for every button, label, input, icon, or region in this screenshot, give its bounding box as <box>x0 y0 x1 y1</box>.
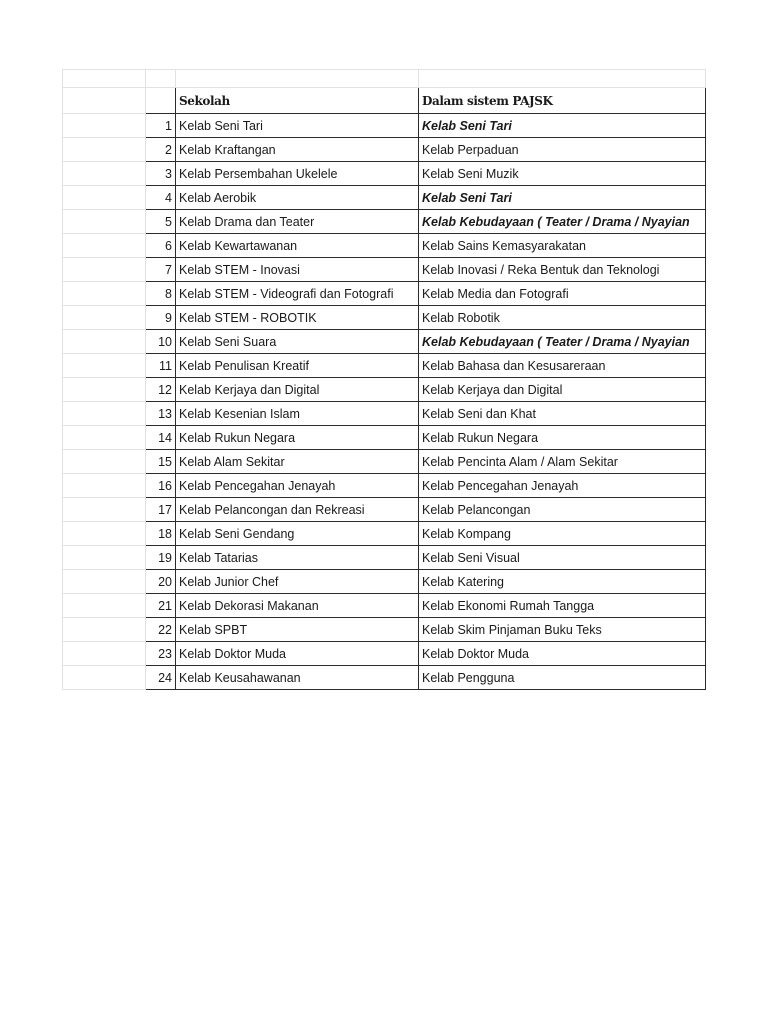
empty-cell[interactable] <box>63 618 146 642</box>
table-row <box>63 330 706 354</box>
empty-cell[interactable] <box>63 570 146 594</box>
club-table <box>62 69 706 690</box>
row-number-cell[interactable]: 23 <box>146 642 176 666</box>
row-number-cell[interactable]: 12 <box>146 378 176 402</box>
row-number-cell[interactable]: 15 <box>146 450 176 474</box>
empty-cell[interactable] <box>63 426 146 450</box>
pajsk-cell[interactable]: Kelab Perpaduan <box>419 138 706 162</box>
row-number-cell[interactable]: 22 <box>146 618 176 642</box>
empty-cell[interactable] <box>63 522 146 546</box>
row-number-cell[interactable]: 3 <box>146 162 176 186</box>
pajsk-cell[interactable]: Kelab Inovasi / Reka Bentuk dan Teknologi <box>419 258 706 282</box>
table-row <box>63 474 706 498</box>
pajsk-cell[interactable]: Kelab Seni Visual <box>419 546 706 570</box>
pajsk-cell[interactable]: Kelab Robotik <box>419 306 706 330</box>
table-row <box>63 210 706 234</box>
pajsk-cell[interactable]: Kelab Kompang <box>419 522 706 546</box>
table-row <box>63 546 706 570</box>
sekolah-cell[interactable]: Kelab Kraftangan <box>176 138 419 162</box>
row-number-cell[interactable]: 10 <box>146 330 176 354</box>
empty-cell[interactable] <box>63 594 146 618</box>
row-number-cell[interactable]: 1 <box>146 114 176 138</box>
table-row <box>63 162 706 186</box>
row-number-cell[interactable]: 13 <box>146 402 176 426</box>
empty-cell[interactable] <box>63 138 146 162</box>
table-row <box>63 114 706 138</box>
row-number-cell[interactable]: 9 <box>146 306 176 330</box>
pajsk-cell[interactable]: Kelab Pencegahan Jenayah <box>419 474 706 498</box>
row-number-cell[interactable]: 16 <box>146 474 176 498</box>
table-row <box>63 138 706 162</box>
empty-cell[interactable] <box>63 88 146 114</box>
row-number-cell[interactable]: 11 <box>146 354 176 378</box>
row-number-cell[interactable]: 7 <box>146 258 176 282</box>
header-pajsk[interactable]: Dalam sistem PAJSK <box>419 88 706 114</box>
sekolah-cell[interactable]: Kelab Keusahawanan <box>176 666 419 690</box>
sekolah-cell[interactable]: Kelab Kerjaya dan Digital <box>176 378 419 402</box>
empty-cell[interactable] <box>63 378 146 402</box>
row-number-cell[interactable]: 17 <box>146 498 176 522</box>
empty-cell[interactable] <box>63 306 146 330</box>
row-number-cell[interactable]: 14 <box>146 426 176 450</box>
sekolah-cell[interactable]: Kelab SPBT <box>176 618 419 642</box>
empty-cell[interactable] <box>63 474 146 498</box>
table-row <box>63 354 706 378</box>
pajsk-cell[interactable]: Kelab Skim Pinjaman Buku Teks <box>419 618 706 642</box>
empty-cell[interactable] <box>63 402 146 426</box>
empty-cell[interactable] <box>146 70 176 88</box>
sekolah-cell[interactable]: Kelab Aerobik <box>176 186 419 210</box>
empty-cell[interactable] <box>176 70 419 88</box>
pajsk-cell[interactable]: Kelab Rukun Negara <box>419 426 706 450</box>
pajsk-cell[interactable]: Kelab Kebudayaan ( Teater / Drama / Nyayian <box>419 210 706 234</box>
empty-cell[interactable] <box>63 70 146 88</box>
pajsk-cell[interactable]: Kelab Ekonomi Rumah Tangga <box>419 594 706 618</box>
table-row <box>63 402 706 426</box>
sekolah-cell[interactable]: Kelab Tatarias <box>176 546 419 570</box>
pajsk-cell[interactable]: Kelab Doktor Muda <box>419 642 706 666</box>
row-number-cell[interactable]: 2 <box>146 138 176 162</box>
pajsk-cell[interactable]: Kelab Sains Kemasyarakatan <box>419 234 706 258</box>
table-row <box>63 186 706 210</box>
pajsk-cell[interactable]: Kelab Pengguna <box>419 666 706 690</box>
table-row <box>63 642 706 666</box>
table-row <box>63 450 706 474</box>
sekolah-cell[interactable]: Kelab Kewartawanan <box>176 234 419 258</box>
sekolah-cell[interactable]: Kelab Alam Sekitar <box>176 450 419 474</box>
empty-cell[interactable] <box>63 330 146 354</box>
empty-cell[interactable] <box>63 282 146 306</box>
row-number-cell[interactable]: 4 <box>146 186 176 210</box>
pajsk-cell[interactable]: Kelab Kerjaya dan Digital <box>419 378 706 402</box>
sekolah-cell[interactable]: Kelab Seni Tari <box>176 114 419 138</box>
row-number-cell[interactable]: 19 <box>146 546 176 570</box>
sekolah-cell[interactable]: Kelab Pelancongan dan Rekreasi <box>176 498 419 522</box>
empty-cell[interactable] <box>63 450 146 474</box>
table-row <box>63 234 706 258</box>
empty-cell[interactable] <box>63 546 146 570</box>
row-number-cell[interactable]: 20 <box>146 570 176 594</box>
empty-cell[interactable] <box>419 70 706 88</box>
empty-cell[interactable] <box>63 258 146 282</box>
sekolah-cell[interactable]: Kelab Doktor Muda <box>176 642 419 666</box>
empty-cell[interactable] <box>63 186 146 210</box>
pajsk-cell[interactable]: Kelab Katering <box>419 570 706 594</box>
pajsk-cell[interactable]: Kelab Seni Tari <box>419 186 706 210</box>
sekolah-cell[interactable]: Kelab Rukun Negara <box>176 426 419 450</box>
table-row <box>63 258 706 282</box>
pajsk-cell[interactable]: Kelab Kebudayaan ( Teater / Drama / Nyayian <box>419 330 706 354</box>
pajsk-cell[interactable]: Kelab Seni dan Khat <box>419 402 706 426</box>
table-row <box>63 306 706 330</box>
row-number-cell[interactable]: 18 <box>146 522 176 546</box>
table-row <box>63 618 706 642</box>
empty-cell[interactable] <box>63 210 146 234</box>
row-number-cell[interactable]: 6 <box>146 234 176 258</box>
empty-cell[interactable] <box>63 666 146 690</box>
table-row <box>63 594 706 618</box>
table-row <box>63 378 706 402</box>
sekolah-cell[interactable]: Kelab Seni Gendang <box>176 522 419 546</box>
row-number-cell[interactable]: 8 <box>146 282 176 306</box>
sekolah-cell[interactable]: Kelab Seni Suara <box>176 330 419 354</box>
pajsk-cell[interactable]: Kelab Bahasa dan Kesusareraan <box>419 354 706 378</box>
row-number-cell[interactable]: 21 <box>146 594 176 618</box>
pajsk-cell[interactable]: Kelab Seni Muzik <box>419 162 706 186</box>
sekolah-cell[interactable]: Kelab Persembahan Ukelele <box>176 162 419 186</box>
pajsk-cell[interactable]: Kelab Pelancongan <box>419 498 706 522</box>
sekolah-cell[interactable]: Kelab Penulisan Kreatif <box>176 354 419 378</box>
empty-cell[interactable] <box>63 354 146 378</box>
table-row <box>63 522 706 546</box>
sekolah-cell[interactable]: Kelab Drama dan Teater <box>176 210 419 234</box>
row-number-cell[interactable]: 24 <box>146 666 176 690</box>
header-number-cell[interactable] <box>146 88 176 114</box>
row-number-cell[interactable]: 5 <box>146 210 176 234</box>
sekolah-cell[interactable]: Kelab STEM - Videografi dan Fotografi <box>176 282 419 306</box>
header-row <box>63 88 706 114</box>
empty-cell[interactable] <box>63 114 146 138</box>
table-row <box>63 666 706 690</box>
pajsk-cell[interactable]: Kelab Media dan Fotografi <box>419 282 706 306</box>
empty-cell[interactable] <box>63 498 146 522</box>
table-row <box>63 570 706 594</box>
sekolah-cell[interactable]: Kelab STEM - Inovasi <box>176 258 419 282</box>
pajsk-cell[interactable]: Kelab Pencinta Alam / Alam Sekitar <box>419 450 706 474</box>
empty-cell[interactable] <box>63 162 146 186</box>
header-sekolah[interactable]: Sekolah <box>176 88 419 114</box>
sekolah-cell[interactable]: Kelab Junior Chef <box>176 570 419 594</box>
table-row <box>63 426 706 450</box>
empty-cell[interactable] <box>63 642 146 666</box>
table-row <box>63 498 706 522</box>
sekolah-cell[interactable]: Kelab Dekorasi Makanan <box>176 594 419 618</box>
empty-cell[interactable] <box>63 234 146 258</box>
empty-top-row <box>63 70 706 88</box>
sekolah-cell[interactable]: Kelab Pencegahan Jenayah <box>176 474 419 498</box>
sekolah-cell[interactable]: Kelab STEM - ROBOTIK <box>176 306 419 330</box>
pajsk-cell[interactable]: Kelab Seni Tari <box>419 114 706 138</box>
table-row <box>63 282 706 306</box>
sekolah-cell[interactable]: Kelab Kesenian Islam <box>176 402 419 426</box>
